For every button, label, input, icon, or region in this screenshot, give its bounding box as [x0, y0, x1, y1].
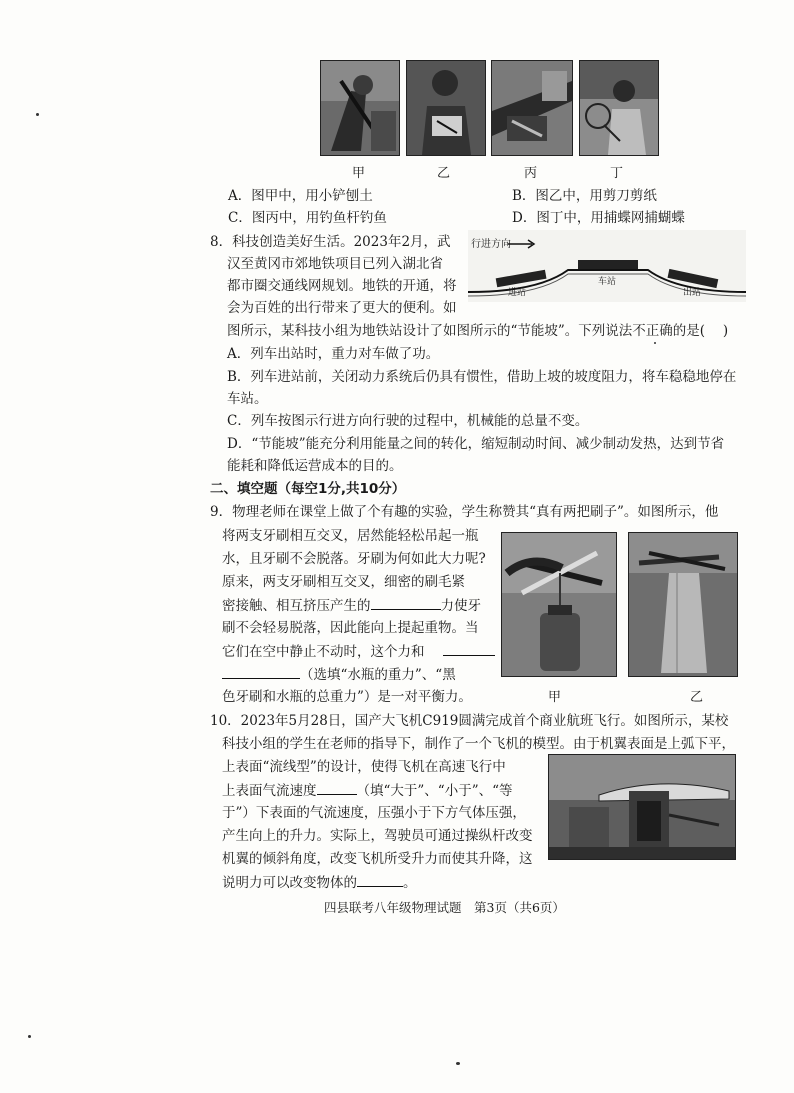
q10-line-8-text: 说明力可以改变物体的	[222, 875, 357, 891]
q10-line-6: 产生向上的升力。实际上，驾驶员可通过操纵杆改变	[222, 828, 533, 844]
energy-slope-figure	[468, 230, 746, 302]
q9-photo-yi-image	[629, 533, 737, 676]
q9-photo-yi	[628, 532, 738, 677]
page-footer: 四县联考八年级物理试题 第3页（共6页）	[324, 900, 565, 915]
photo-jia	[320, 60, 400, 156]
q9-line-5	[222, 595, 481, 616]
q10-line-1: 10．2023年5月28日，国产大飞机C919圆满完成首个商业航班飞行。如图所示，某校	[210, 713, 729, 729]
caption-ding: 丁	[610, 166, 624, 181]
q9-line-9: 色牙刷和水瓶的总重力”）是一对平衡力。	[222, 689, 472, 705]
answer-blank-motion-state[interactable]	[357, 872, 403, 887]
q9-caption-yi: 乙	[690, 690, 704, 705]
airplane-model-image	[549, 755, 735, 859]
answer-blank-balance-b[interactable]	[222, 664, 300, 679]
q7-option-c: C．图丙中，用钓鱼杆钓鱼	[228, 210, 387, 226]
scan-speck	[456, 1062, 460, 1065]
q7-option-b: B．图乙中，用剪刀剪纸	[512, 188, 657, 204]
photo-ding-image	[580, 61, 658, 155]
q7-option-a: A．图甲中，用小铲刨土	[228, 188, 373, 204]
q10-line-8	[222, 872, 417, 893]
q8-line-2: 汉至黄冈市郊地铁项目已列入湖北省	[227, 256, 443, 272]
q8-option-d-cont: 能耗和降低运营成本的目的。	[227, 458, 403, 474]
q10-line-4	[222, 780, 513, 801]
q9-line-7-text: 它们在空中静止不动时，这个力和	[222, 644, 425, 660]
q10-line-2: 科技小组的学生在老师的指导下，制作了一个飞机的模型。由于机翼表面是上弧下平，	[222, 736, 735, 752]
station-label: 车站	[598, 277, 617, 287]
slope-label-right: 出站	[683, 288, 702, 298]
photo-bing-image	[492, 61, 572, 155]
answer-blank-force-type[interactable]	[371, 595, 441, 610]
q10-line-4-tail: （填“大于”、“小于”、“等	[356, 783, 513, 799]
q10-line-3: 上表面“流线型”的设计，使得飞机在高速飞行中	[222, 759, 506, 775]
q10-line-7: 机翼的倾斜角度，改变飞机所受升力而使其升降，这	[222, 851, 533, 867]
q9-line-5-text: 密接触、相互挤压产生的	[222, 598, 371, 614]
slope-label-left: 进站	[508, 288, 527, 298]
q9-line-7	[222, 641, 495, 662]
direction-label: 行进方向	[471, 239, 511, 250]
q9-line-3: 水，且牙刷不会脱落。牙刷为何如此大力呢?	[222, 551, 486, 567]
scan-speck	[36, 113, 39, 116]
q9-line-8-text: （选填“水瓶的重力”、“黑	[300, 667, 456, 683]
q9-line-4: 原来，两支牙刷相互交叉，细密的刷毛紧	[222, 574, 465, 590]
q9-caption-jia: 甲	[548, 690, 562, 705]
q9-line-6: 刷不会轻易脱落，因此能向上提起重物。当	[222, 620, 479, 636]
photo-yi	[406, 60, 486, 156]
section-2-title: 二、填空题（每空1分,共10分）	[210, 481, 406, 497]
q7-option-d: D．图丁中，用捕蝶网捕蝴蝶	[512, 210, 685, 226]
q10-line-4-text: 上表面气流速度	[222, 783, 317, 799]
q8-line-1: 8．科技创造美好生活。2023年2月，武	[210, 234, 451, 250]
q8-option-d: D．“节能坡”能充分利用能量之间的转化，缩短制动时间、减少制动发热，达到节省	[227, 436, 725, 452]
caption-bing: 丙	[524, 166, 538, 181]
photo-yi-image	[407, 61, 485, 155]
photo-bing	[491, 60, 573, 156]
q8-option-c: C．列车按图示行进方向行驶的过程中，机械能的总量不变。	[227, 413, 589, 429]
q8-option-b: B．列车进站前，关闭动力系统后仍具有惯性，借助上坡的坡度阻力，将车稳稳地停在	[227, 369, 737, 385]
q8-line-5: 图所示，某科技小组为地铁站设计了如图所示的“节能坡”。下列说法不正确的是( )	[227, 323, 729, 339]
q10-line-8-tail: 。	[403, 875, 417, 891]
q8-line-4: 会为百姓的出行带来了更大的便利。如	[227, 300, 457, 316]
airplane-model-photo	[548, 754, 736, 860]
photo-jia-image	[321, 61, 399, 155]
photo-ding	[579, 60, 659, 156]
scan-speck	[654, 342, 656, 344]
answer-blank-speed[interactable]	[317, 780, 357, 795]
q10-line-5: 于”）下表面的气流速度，压强小于下方气体压强，	[222, 805, 526, 821]
q8-line-3: 都市圈交通线网规划。地铁的开通，将	[227, 278, 457, 294]
q8-option-a: A．列车出站时，重力对车做了功。	[227, 346, 440, 362]
q8-option-b-cont: 车站。	[227, 391, 268, 407]
caption-jia: 甲	[352, 166, 366, 181]
q9-line-5-tail: 力使牙	[440, 598, 481, 614]
q9-photo-jia-image	[502, 533, 616, 676]
q9-line-2: 将两支牙刷相互交叉，居然能轻松吊起一瓶	[222, 528, 479, 544]
scan-speck	[28, 1035, 31, 1038]
q9-photo-jia	[501, 532, 617, 677]
q9-line-8	[222, 664, 456, 685]
q9-line-1: 9．物理老师在课堂上做了个有趣的实验，学生称赞其“真有两把刷子”。如图所示，他	[210, 504, 719, 520]
caption-yi: 乙	[437, 166, 451, 181]
answer-blank-balance-a[interactable]	[443, 641, 495, 656]
